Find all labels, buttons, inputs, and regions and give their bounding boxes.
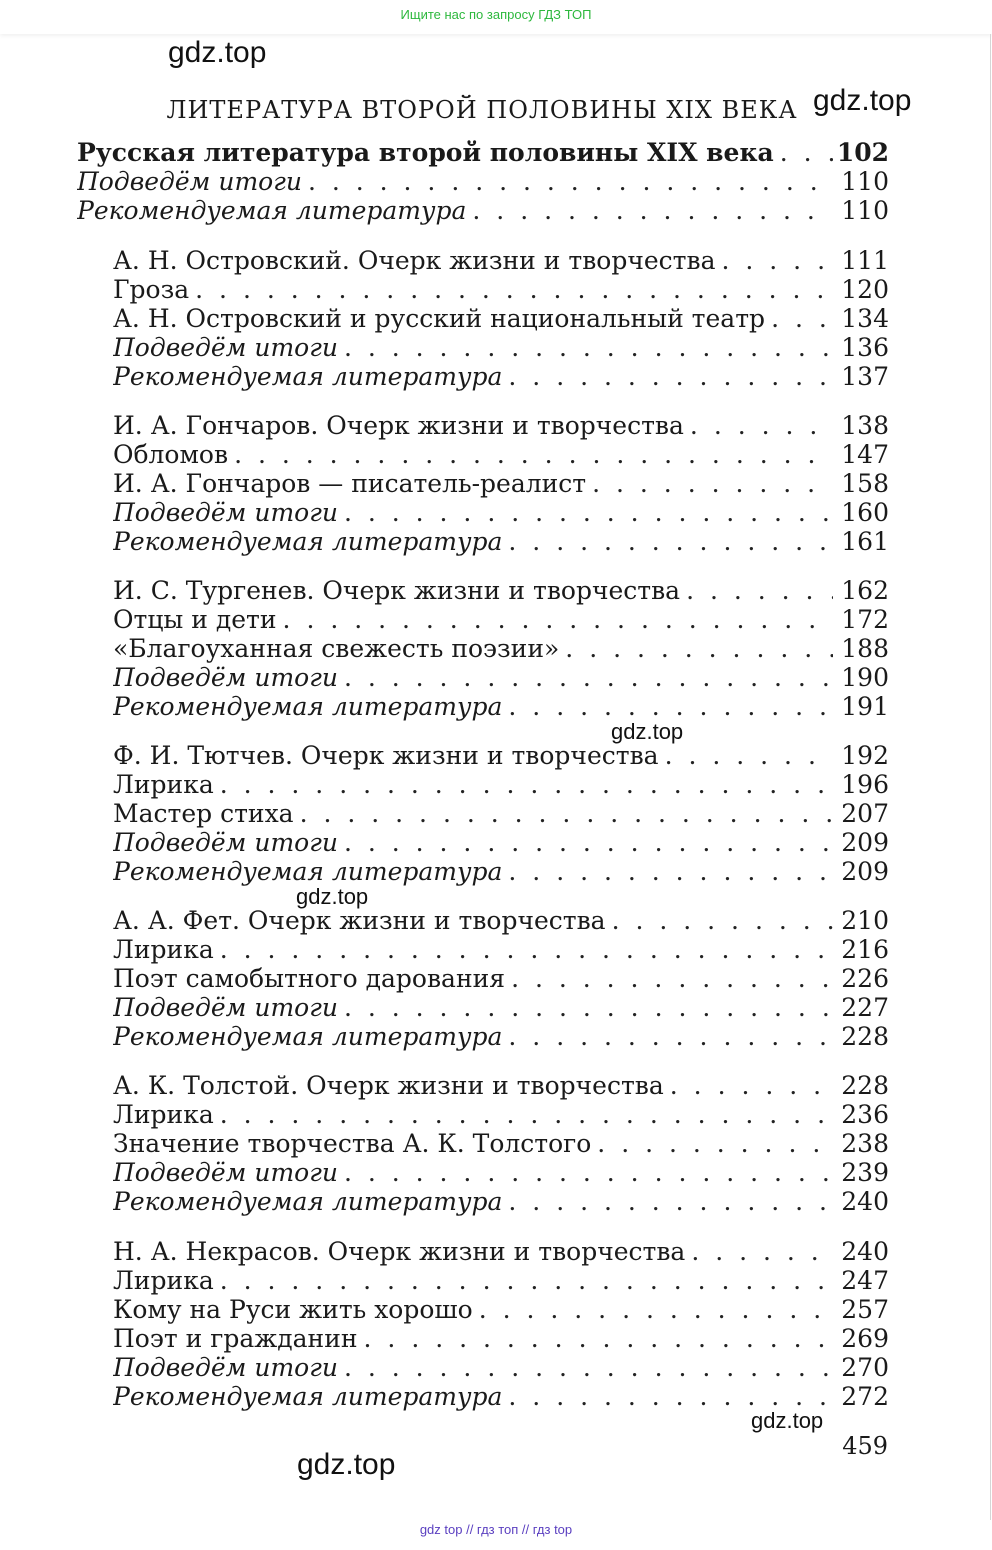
leader-dots: [686, 576, 833, 605]
toc-title: И. С. Тургенев. Очерк жизни и творчества: [113, 576, 681, 605]
toc-page: 137: [841, 362, 889, 391]
toc-title: Поэт и гражданин: [113, 1324, 358, 1353]
toc-entry[interactable]: [113, 1187, 889, 1217]
toc-title: Подведём итоги: [113, 498, 338, 527]
toc-entry[interactable]: [77, 138, 889, 168]
toc-title: И. А. Гончаров. Очерк жизни и творчества: [113, 411, 684, 440]
leader-dots: [472, 196, 833, 225]
leader-dots: [511, 964, 833, 993]
toc-page: 172: [841, 605, 889, 634]
leader-dots: [344, 828, 833, 857]
toc-title: Рекомендуемая литература: [113, 1382, 503, 1411]
leader-dots: [691, 1237, 833, 1266]
watermark: gdz.top: [297, 1448, 396, 1481]
toc-entry[interactable]: [113, 498, 889, 528]
toc-page: 228: [841, 1071, 889, 1100]
leader-dots: [508, 692, 833, 721]
leader-dots: [220, 770, 833, 799]
toc-entry[interactable]: [113, 411, 889, 441]
toc-page: 147: [841, 440, 889, 469]
toc-title: А. К. Толстой. Очерк жизни и творчества: [113, 1071, 664, 1100]
toc-page: 209: [841, 828, 889, 857]
toc-entry[interactable]: [113, 692, 889, 722]
toc-entry[interactable]: [113, 1237, 889, 1267]
toc-entry[interactable]: [113, 1295, 889, 1325]
watermark: gdz.top: [751, 1408, 824, 1433]
toc-entry[interactable]: [113, 634, 889, 664]
footer-links[interactable]: gdz top // гдз топ // гдз top: [419, 1522, 573, 1537]
toc-entry[interactable]: [113, 1266, 889, 1296]
leader-dots: [220, 1100, 833, 1129]
toc-entry[interactable]: [113, 1071, 889, 1101]
toc-page: 236: [841, 1100, 889, 1129]
toc-title: Лирика: [113, 935, 214, 964]
toc-page: 226: [841, 964, 889, 993]
toc-page: 192: [841, 741, 889, 770]
watermark: gdz.top: [296, 884, 369, 909]
leader-dots: [597, 1129, 833, 1158]
toc-entry[interactable]: [77, 167, 889, 197]
toc-title: Поэт самобытного дарования: [113, 964, 506, 993]
toc-title: Подведём итоги: [113, 1158, 338, 1187]
toc-page: 102: [836, 138, 889, 167]
toc-title: Лирика: [113, 770, 214, 799]
leader-dots: [508, 362, 833, 391]
leader-dots: [780, 138, 833, 167]
toc-title: Подведём итоги: [113, 333, 338, 362]
leader-dots: [479, 1295, 833, 1324]
leader-dots: [220, 935, 833, 964]
toc-title: А. Н. Островский и русский национальный театр: [113, 304, 766, 333]
toc-page: 210: [841, 906, 889, 935]
toc-entry[interactable]: [113, 935, 889, 965]
toc-title: Подведём итоги: [77, 167, 302, 196]
watermark: gdz.top: [168, 36, 267, 69]
toc-title: Лирика: [113, 1266, 214, 1295]
toc-entry[interactable]: [113, 828, 889, 858]
toc-title: А. А. Фет. Очерк жизни и творчества: [113, 906, 606, 935]
leader-dots: [195, 275, 833, 304]
toc-page: 270: [841, 1353, 889, 1382]
toc-page: 190: [841, 663, 889, 692]
toc-title: Кому на Руси жить хорошо: [113, 1295, 473, 1324]
toc-entry[interactable]: [113, 1158, 889, 1188]
leader-dots: [771, 304, 833, 333]
leader-dots: [508, 1022, 833, 1051]
toc-title: Ф. И. Тютчев. Очерк жизни и творчества: [113, 741, 659, 770]
toc-entry[interactable]: [113, 663, 889, 693]
toc-title: Русская литература второй половины XIX века: [77, 138, 774, 167]
toc-entry[interactable]: [113, 333, 889, 363]
toc-entry[interactable]: [113, 304, 889, 334]
toc-title: А. Н. Островский. Очерк жизни и творчества: [113, 246, 716, 275]
watermark: gdz.top: [611, 719, 684, 744]
toc-title: Подведём итоги: [113, 663, 338, 692]
toc-title: Рекомендуемая литература: [113, 857, 503, 886]
toc-title: Обломов: [113, 440, 229, 469]
toc-entry[interactable]: [113, 1324, 889, 1354]
toc-entry[interactable]: [113, 576, 889, 606]
leader-dots: [508, 857, 833, 886]
toc-title: Н. А. Некрасов. Очерк жизни и творчества: [113, 1237, 686, 1266]
toc-page: 188: [841, 634, 889, 663]
leader-dots: [344, 1353, 833, 1382]
leader-dots: [508, 527, 833, 556]
toc-entry[interactable]: [113, 1100, 889, 1130]
toc-entry[interactable]: [113, 527, 889, 557]
toc-title: «Благоуханная свежесть поэзии»: [113, 634, 560, 663]
toc-entry[interactable]: [113, 469, 889, 499]
toc-title: Рекомендуемая литература: [113, 1022, 503, 1051]
toc-entry[interactable]: [113, 993, 889, 1023]
toc-entry[interactable]: [113, 1382, 889, 1412]
leader-dots: [565, 634, 833, 663]
toc-entry[interactable]: [113, 362, 889, 392]
toc-title: Рекомендуемая литература: [77, 196, 467, 225]
toc-page: 239: [841, 1158, 889, 1187]
toc-title: Подведём итоги: [113, 993, 338, 1022]
toc-page: 161: [841, 527, 889, 556]
toc-entry[interactable]: [113, 275, 889, 305]
toc-page: 196: [841, 770, 889, 799]
toc-page: 227: [841, 993, 889, 1022]
top-search-banner[interactable]: Ищите нас по запросу ГДЗ ТОП: [0, 0, 992, 34]
leader-dots: [220, 1266, 833, 1295]
leader-dots: [283, 605, 833, 634]
leader-dots: [344, 498, 833, 527]
toc-title: Гроза: [113, 275, 190, 304]
toc-page: 191: [841, 692, 889, 721]
toc-title: Подведём итоги: [113, 1353, 338, 1382]
toc-page: 158: [841, 469, 889, 498]
toc-page: 160: [841, 498, 889, 527]
toc-title: И. А. Гончаров — писатель-реалист: [113, 469, 587, 498]
part-heading: ЛИТЕРАТУРА ВТОРОЙ ПОЛОВИНЫ XIX ВЕКА: [166, 96, 798, 124]
leader-dots: [508, 1382, 833, 1411]
toc-page: 162: [841, 576, 889, 605]
toc-page: 134: [841, 304, 889, 333]
toc-page: 209: [841, 857, 889, 886]
leader-dots: [508, 1187, 833, 1216]
toc-title: Рекомендуемая литература: [113, 527, 503, 556]
toc-page: 216: [841, 935, 889, 964]
leader-dots: [344, 333, 833, 362]
toc-page: 111: [841, 246, 889, 275]
toc-entry[interactable]: [113, 906, 889, 936]
toc-page: 269: [841, 1324, 889, 1353]
toc-title: Рекомендуемая литература: [113, 1187, 503, 1216]
toc-page: 257: [841, 1295, 889, 1324]
toc-page: 136: [841, 333, 889, 362]
toc-entry[interactable]: [113, 440, 889, 470]
toc-title: Отцы и дети: [113, 605, 277, 634]
leader-dots: [300, 799, 833, 828]
page-edge-rule: [990, 34, 991, 1520]
leader-dots: [308, 167, 833, 196]
toc-page: 238: [841, 1129, 889, 1158]
leader-dots: [665, 741, 833, 770]
leader-dots: [722, 246, 834, 275]
leader-dots: [690, 411, 833, 440]
leader-dots: [344, 993, 833, 1022]
leader-dots: [344, 1158, 833, 1187]
toc-entry[interactable]: [113, 857, 889, 887]
toc-entry[interactable]: [113, 770, 889, 800]
toc-entry[interactable]: [113, 246, 889, 276]
toc-page: 247: [841, 1266, 889, 1295]
toc-title: Рекомендуемая литература: [113, 362, 503, 391]
toc-page: 207: [841, 799, 889, 828]
toc-page: 228: [841, 1022, 889, 1051]
toc-entry[interactable]: [113, 799, 889, 829]
toc-title: Значение творчества А. К. Толстого: [113, 1129, 592, 1158]
toc-page: 240: [841, 1237, 889, 1266]
toc-entry[interactable]: [113, 964, 889, 994]
leader-dots: [344, 663, 833, 692]
toc-title: Рекомендуемая литература: [113, 692, 503, 721]
toc-page: 138: [841, 411, 889, 440]
toc-page: 110: [841, 196, 889, 225]
leader-dots: [592, 469, 833, 498]
toc-title: Лирика: [113, 1100, 214, 1129]
leader-dots: [670, 1071, 833, 1100]
leader-dots: [364, 1324, 833, 1353]
toc-entry[interactable]: [77, 196, 889, 226]
page-number: 459: [842, 1432, 888, 1460]
leader-dots: [234, 440, 833, 469]
leader-dots: [612, 906, 833, 935]
toc-page: 120: [841, 275, 889, 304]
toc-page: 240: [841, 1187, 889, 1216]
toc-entry[interactable]: [113, 1129, 889, 1159]
toc-entry[interactable]: [113, 741, 889, 771]
toc-title: Подведём итоги: [113, 828, 338, 857]
toc-title: Мастер стиха: [113, 799, 294, 828]
toc-page: 272: [841, 1382, 889, 1411]
toc-entry[interactable]: [113, 605, 889, 635]
toc-entry[interactable]: [113, 1353, 889, 1383]
toc-entry[interactable]: [113, 1022, 889, 1052]
toc-page: 110: [841, 167, 889, 196]
watermark: gdz.top: [813, 84, 912, 117]
